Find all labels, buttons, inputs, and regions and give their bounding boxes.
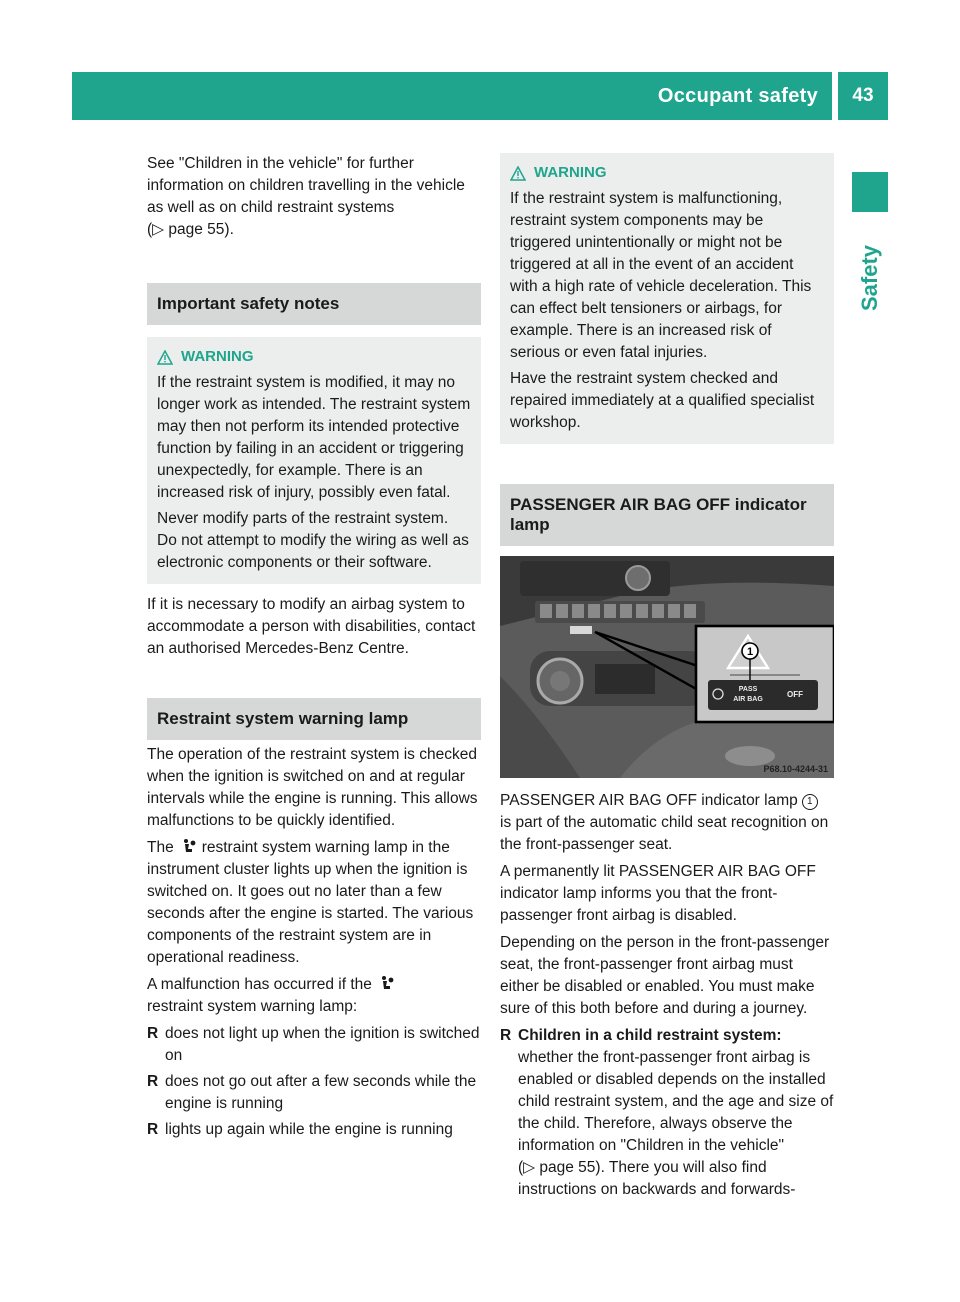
text-run: is part of the automatic child seat recognition on the front-passenger seat.: [500, 814, 829, 853]
warning-header: [157, 346, 471, 368]
body-paragraph: The operation of the restraint system is checked when the ignition is switched on and at regular intervals while the engine is running. This allows malfunctions to be quickly identified.: [147, 746, 478, 829]
warning-triangle-icon: [510, 166, 526, 181]
list-item-title: Children in a child restraint system:: [518, 1027, 782, 1044]
warning-label: WARNING: [181, 348, 254, 365]
bullet-mark: R: [147, 1025, 159, 1042]
warning-label: WARNING: [534, 164, 607, 181]
side-tab-label: Safety: [857, 244, 882, 312]
list-item-page-link[interactable]: (▷ page 55). There you will also find instructions on backwards and forwards-: [518, 1159, 796, 1198]
list-item-text: does not go out after a few seconds while the engine is running: [165, 1073, 477, 1112]
intro-body: See "Children in the vehicle" for further information on children travelling in the vehicle as well as on child restraint systems: [147, 155, 465, 216]
warning-box-modification: [147, 337, 481, 584]
dashboard-photo: [500, 556, 834, 778]
warning-header: [510, 162, 824, 184]
list-item-text: does not light up when the ignition is switched on: [165, 1025, 480, 1064]
section-heading-safety-notes: Important safety notes: [147, 283, 481, 325]
text-run: The: [147, 839, 174, 856]
callout-marker: 1: [802, 794, 818, 810]
bullet-mark: R: [147, 1073, 159, 1090]
list-item: [147, 1023, 481, 1067]
figure-code: P68.10-4244-31: [763, 764, 828, 774]
warning-text: If the restraint system is malfunctioning, restraint system components may be triggered unintentionally or might not be triggered at all in the event of an accident with a high rate of vehicle deceleration. This can effect belt tensioners or airbags, for example. There is an increased risk of serious or even fatal injuries.: [510, 190, 812, 361]
body-paragraph-lamp: [147, 837, 481, 969]
list-item-text: lights up again while the engine is running: [165, 1121, 453, 1138]
side-tab-marker: [852, 172, 888, 212]
right-column: [500, 153, 834, 1205]
text-run: restraint system warning lamp:: [147, 998, 358, 1015]
restraint-system-warning-icon: [378, 975, 394, 991]
bullet-mark: R: [147, 1121, 159, 1138]
warning-instruction: Never modify parts of the restraint system. Do not attempt to modify the wiring as well as electronic components or their software.: [157, 510, 469, 571]
text-run: restraint system warning lamp in the instrument cluster lights up when the ignition is switched on. It goes out no later than a few seconds after the engine is started. The various components of the restraint system are in operational readiness.: [147, 839, 474, 966]
warning-box-malfunction: [500, 153, 834, 444]
body-paragraph: A permanently lit PASSENGER AIR BAG OFF indicator lamp informs you that the front-passenger front airbag is disabled.: [500, 863, 816, 924]
list-item: [500, 1025, 834, 1201]
warning-triangle-icon: [157, 350, 173, 365]
section-heading-warning-lamp: Restraint system warning lamp: [147, 698, 481, 740]
bullet-mark: R: [500, 1027, 512, 1044]
list-item: [147, 1119, 481, 1141]
lamp-text-pass: PASS: [738, 686, 758, 693]
text-run: PASSENGER AIR BAG OFF indicator lamp: [500, 792, 798, 809]
section-heading-airbag-lamp: PASSENGER AIR BAG OFF indicator lamp: [500, 484, 834, 546]
intro-page-link[interactable]: (▷ page 55).: [147, 221, 234, 238]
warning-text: If the restraint system is modified, it may no longer work as intended. The restraint system may then not perform its intended protective function by failing in an accident or triggering unexpectedly, for example. There is an increased risk of injury, possibly even fatal.: [157, 374, 471, 501]
side-tab: [852, 218, 888, 338]
body-paragraph-malfunction: [147, 974, 481, 1018]
header-bar: [72, 72, 832, 120]
restraint-system-warning-icon: [180, 838, 196, 854]
body-paragraph: Depending on the person in the front-passenger seat, the front-passenger front airbag must either be disabled or enabled. You must make sure of this both before and during a journey.: [500, 934, 830, 1017]
figure-callout: 1: [746, 646, 754, 658]
child-restraint-list: [500, 1025, 834, 1201]
body-paragraph-indicator: [500, 790, 834, 856]
text-run: A malfunction has occurred if the: [147, 976, 372, 993]
page-number: 43: [838, 72, 888, 120]
page-title: Occupant safety: [657, 85, 818, 107]
list-item-text: whether the front-passenger front airbag is enabled or disabled depends on the installed child restraint system, and the age and size of the child. Therefore, always observe the information on "Children in the vehicle": [518, 1049, 834, 1154]
list-item: [147, 1071, 481, 1115]
body-paragraph: If it is necessary to modify an airbag system to accommodate a person with disabilities, contact an authorised Mercedes-Benz Centre.: [147, 596, 476, 657]
intro-text: [147, 153, 481, 241]
warning-instruction: Have the restraint system checked and repaired immediately at a qualified specialist workshop.: [510, 370, 815, 431]
lamp-text-off: OFF: [787, 690, 803, 699]
left-column: [147, 153, 481, 1145]
malfunction-list: [147, 1023, 481, 1141]
lamp-text-airbag: AIR BAG: [733, 696, 763, 703]
